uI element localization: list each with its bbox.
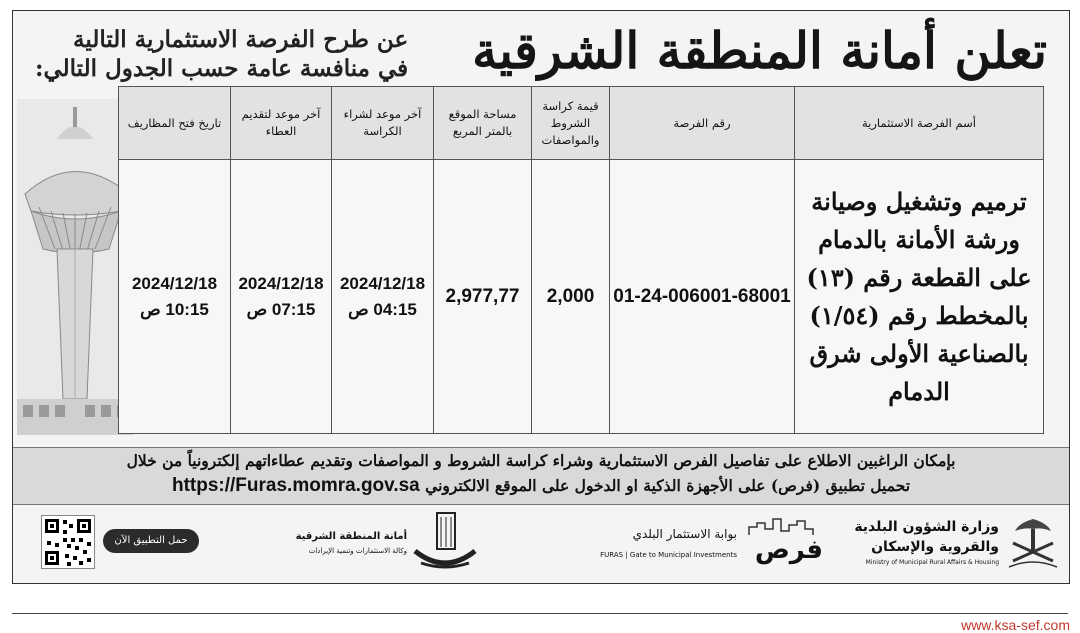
- purchase-deadline: [332, 160, 434, 434]
- opening-time: 10:15 ص: [140, 299, 209, 319]
- water-tower-illustration: [17, 99, 133, 435]
- ministry-name-line-1: وزارة الشؤون البلدية: [854, 519, 999, 535]
- ministry-name-line-2: والقروية والإسكان: [871, 539, 999, 555]
- ministry-logo: [839, 511, 1065, 575]
- column-header-opening-date: تاريخ فتح المظاريف: [119, 87, 231, 160]
- booklet-price: [532, 160, 610, 434]
- table-row: [119, 160, 1044, 434]
- booklet-price-value: 2,000: [546, 285, 595, 307]
- amana-logo: [295, 511, 481, 575]
- notice-band: [13, 447, 1069, 505]
- notice-line-2-text: تحميل تطبيق (فرص) على الأجهزة الذكية او الدخول على الموقع الالكتروني: [425, 476, 911, 495]
- download-app-label: حمل التطبيق الآن: [114, 535, 188, 546]
- subheadline-line-1: عن طرح الفرصة الاستثمارية التالية: [73, 26, 409, 53]
- notice-line-1: بإمكان الراغبين الاطلاع على تفاصيل الفرص الاستثمارية وشراء كراسة الشروط و المواصفات وتقديم عطاءاتهم إلكترونياً من خلال: [126, 451, 956, 470]
- column-header-price: قيمة كراسة الشروط والمواصفات: [532, 87, 610, 160]
- column-header-purchase-deadline: آخر موعد لشراء الكراسة: [332, 87, 434, 160]
- amana-subtitle: وكالة الاستثمارات وتنمية الإيرادات: [308, 547, 407, 555]
- opportunity-table: [118, 86, 1044, 434]
- divider-line: [12, 613, 1068, 614]
- site-area: [434, 160, 532, 434]
- opening-date: [119, 160, 231, 434]
- bid-deadline-date: 2024/12/18: [238, 273, 324, 293]
- furas-english-title: FURAS | Gate to Municipal Investments: [600, 551, 737, 559]
- column-header-bid-deadline: آخر موعد لتقديم العطاء: [231, 87, 332, 160]
- furas-skyline-icon: [747, 515, 819, 537]
- column-header-area: مساحة الموقع بالمتر المربع: [434, 87, 532, 160]
- column-header-number: رقم الفرصة: [610, 87, 795, 160]
- notice-line-2: [13, 473, 1069, 498]
- furas-logo: [553, 511, 833, 575]
- subheadline: [35, 25, 408, 83]
- website-link[interactable]: https://Furas.momra.gov.sa: [171, 475, 420, 496]
- purchase-deadline-date: 2024/12/18: [339, 273, 426, 293]
- qr-code-icon: [42, 516, 94, 568]
- purchase-deadline-time: 04:15 ص: [348, 299, 417, 319]
- column-header-name: أسم الفرصة الاستثمارية: [795, 87, 1044, 160]
- bid-deadline: [231, 160, 332, 434]
- bid-deadline-time: 07:15 ص: [246, 299, 316, 319]
- subheadline-line-2: في منافسة عامة حسب الجدول التالي:: [35, 55, 409, 82]
- site-area-value: 2,977,77: [445, 285, 520, 307]
- opportunity-number-value: 01-24-006001-68001: [613, 285, 791, 307]
- download-app-button[interactable]: [103, 529, 199, 553]
- furas-wordmark: فرص: [754, 535, 823, 565]
- amana-emblem-icon: [411, 511, 479, 575]
- ministry-name-english: Ministry of Municipal Rural Affairs & Housing: [865, 559, 999, 566]
- furas-arabic-title: بوابة الاستثمار البلدي: [632, 527, 737, 541]
- opportunity-name: ترميم وتشغيل وصيانة ورشة الأمانة بالدمام على القطعة رقم (١٣) بالمخطط رقم (١/٥٤) بالصناعية الأولى شرق الدمام: [795, 160, 1044, 434]
- opportunity-number: [610, 160, 795, 434]
- table-header-row: [119, 87, 1044, 160]
- source-website-link[interactable]: www.ksa-sef.com: [961, 617, 1070, 633]
- saudi-emblem-icon: [1005, 517, 1061, 569]
- amana-name: أمانة المنطقة الشرقية: [295, 531, 407, 542]
- opening-date-value: 2024/12/18: [131, 273, 218, 293]
- headline: تعلن أمانة المنطقة الشرقية: [472, 21, 1047, 80]
- qr-code: [41, 515, 95, 569]
